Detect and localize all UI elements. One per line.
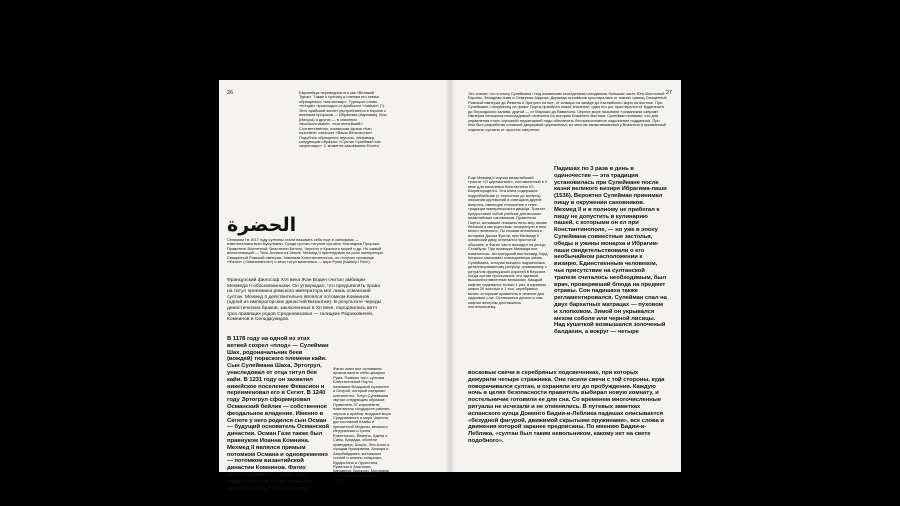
page-number-left: 26: [227, 90, 234, 96]
titles-column: Фатих имел все основания провозгласить себя цезарем Рума. Помимо того, султана Блистательной Порты называли Владыкой горизонта и Опорой, который соединил континенты. Титул Сулеймана звучал следующим образом: Правитель 37 королевств, повелитель государств римлян, персов и арабов, владыка моря Средиземного и моря Черного, достославной Каабы и пресветлой Медины, великого Иерусалима и трона Египетского, Йемена, Адена и Саны, Багдада, обители праведных, Басры, Эль-Ахсы и городов Нуширвана, Алжира и Азербайджана, кипчакских степей и земель татарских, Курдистана и Луристана, Румелии и Анатолии, Карамана, Валахии, Молдавии и Венгрии и многих других земель.: [333, 366, 391, 483]
lead-paragraph: Французский философ XVI века Жан Боден считал амбиции Мехмеда II обоснованными. Он утверждал, что предъявлять права на титул преемника римского императора мог лишь османский султан. Мехмед II действительно являлся потомком Комнинов (одной из императорских династий Византии). В результате череды династических браков, заключенных в XII веке, породнились вятч трех правящих родов Средневековья — галицких Рюриковичей, Комнинов и Сельджукидов.: [227, 278, 382, 323]
page-number-right: 27: [665, 90, 672, 96]
empire-paragraph: Это значит, что в эпоху Сулеймана I под османским господством находились большая часть Юго-Восточной Европы, Западная Азия и Северная Африка. Держава оттоманов простиралась от южных границ Священной Римской империи до Йемена и Эритреи на юге, от Алжира на западе до Каспийского моря на востоке. При Сулеймане I полумесяц на флаге Порты приобрел новое значение: один его рог простирался от Будапешта до Персидского залива, другой — от Марокко до Вавилона. Черное море называли «османским озером». Империя наложила неизгладимый отпечаток на историю Ближнего Востока. Сулейман понимал, что для управления столь огромной территорией надо обеспечить беспрекословное подчинение подданных. При нем был разработан сложный дворцовый церемониал, во многом заимствованный у Византии и призванный отделить султана от простых смертных.: [468, 91, 667, 132]
arabic-calligraphy: الحضرة: [227, 214, 297, 236]
right-page: [450, 80, 681, 472]
intro-paragraph: Селимом I в 1517 году султаны стали называть себя еще и халифами — повелителями всех мусульман. Среди прочих титулов султана: Наследник Пророка; Правитель Вселенной; Властелин Белого, Черного и Красного морей и др. Но самый впечатляющий — Тень Аллаха на Земле. Мехмед II претендовал на роль императора Священной Римской империи. Завоевав Константинополь, он получил прозвище «Фатих» («Завоеватель») и взял титул василевса — царь Рума (Кайзер-i Rum).: [227, 237, 383, 265]
sultan-meals-column: Падишах по 3 раза в день в одиночестве — эта традиция установилась при Сулеймане после казни великого визиря Ибрагима-паши (1536). Вероятно Сулейман принимал пищу в окружении сановников. Мехмед II и в полному не прибегал к пищу не допустить в кулинарию пашей, с которыми он ел при Константинополе, — но уже в эпоху Сулеймана совместные застолья, обеды и ужины монарха и Ибрагим-паши свидетельствовали о его необычайном расположении к визирю. Единственным человеком, чье присутствие на султанской трапезе считалось необходимым, был врач, проверявший блюда на предмет отравы. Сон падишаха также регламентировался. Сулейман спал на двух бархатных матрацах — пуховом и хлопковом. Зимой он укрывался мехом соболя или черной лисицы. Над кушеткой возвышался золоченый балдахин, а вокруг — четыре: [554, 166, 667, 336]
night-ritual-paragraph: восковые свечи в серебряных подсвечниках, при которых дежурили четыре стражника. Они гасили свечи с той стороны, куда поворачивался султан, и охраняли его до пробуждения. Каждую ночь в целях безопасности правитель выбирал новую комнату, и постельничие готовили ее для сна. Со временем многочисленные ритуалы не исчезали и не отменялись. В путевых заметках испанского купца Доминго Бадии-и-Леблика падишах описывается «безудной фигурой, движимой скрытыми пружинами», все слова и движения которой заранее предписаны. По мнению Бадии-и-Леблика, «султан был таким невольником, какому нет на свете подобного».: [468, 370, 665, 444]
sidebar-title-note: Европейцы переводили его как «Великий Турок». Также к султану и членам его семьи обращались «как хюнкяр». Турецкое слово «hüngâr» происходит от арабского «hadrah» (*). Этот арабский эпитет употребляется в Коране с именами пророков — Ибрахима (Авраама), Исы (Иисуса) и других — в значении «высокочтимый», «почтеннейший». Соответственно, османская фраза «han hazretleri» означает «Ваше Величество». Подобное обращение звучало, например, следующим образом: «Султан Сулейман хан хазретлери». С момента завоевания Египта: [299, 90, 387, 149]
left-page: [219, 80, 450, 492]
book-spread: [219, 80, 681, 492]
ceremony-column: Еще Мехмед II изучал византийский трактат «О церемониях», составленный в X веке для василевса Константина VII Багрянородного. Эта книга содержала подробнейшие (с точностью до минуты) описания церемоний и освещала другие вопросы, имеющие отношение к теме: традиции императорского дворца. Трактат предоставил собой учебник для высших византийских сановников. Правители Порты, желавшие показать весь мир своим блеском и могуществом, почерпнули в нем много полезного. По словам английского историка Джона Фрили, при Мехмеде II османский двор отличался простотой обычаев, и Фатих часто выходил на улицы Стамбула. При правнуке Мехмеда все изменилось. Шотландский востоковед Лорд Кинросс описывает повседневную жизнь Сулеймана, которая всецело подчинялась детализированному ритуалу, сравнимому с ритуалом французских королей в Версале. Когда султан просыпался, его одевали высокопоставленные вельможи. Каждый кафтан надевался только 1 раз, в карманы клали 20 золотых и 1 тыс. серебряных монет, которыми правитель в течение дня одаривал слуг. Оставшиеся деньги и сам кафтан вечером доставались постельничему.: [468, 175, 548, 310]
main-bold-column: В 1178 году на одной из этих ветвей созрел «плод» — Сулейман Шах, родоначальник беев (вождей) тюркского племени кайи. Сын Сулеймана Шаха, Эртогрул, унаследовал от отца титул бея кайи. В 1231 году он захватил никейское поселение Февасион и переименовал его в Сегют. В 1240 году Эртогрул сформировал Османский бейлик — собственное феодальное владение. Именно в Сегюте у него родился сын Осман — будущий основатель Османской династии. Осман Гази также был правнуком Иоанна Комнина. Мехмед II являлся прямым потомком Османа и одновременно — потомком византийской династии Комнинов. Фатих использовал этот факт для подкрепления своих прав на престол в Константинополе.: [227, 336, 329, 492]
